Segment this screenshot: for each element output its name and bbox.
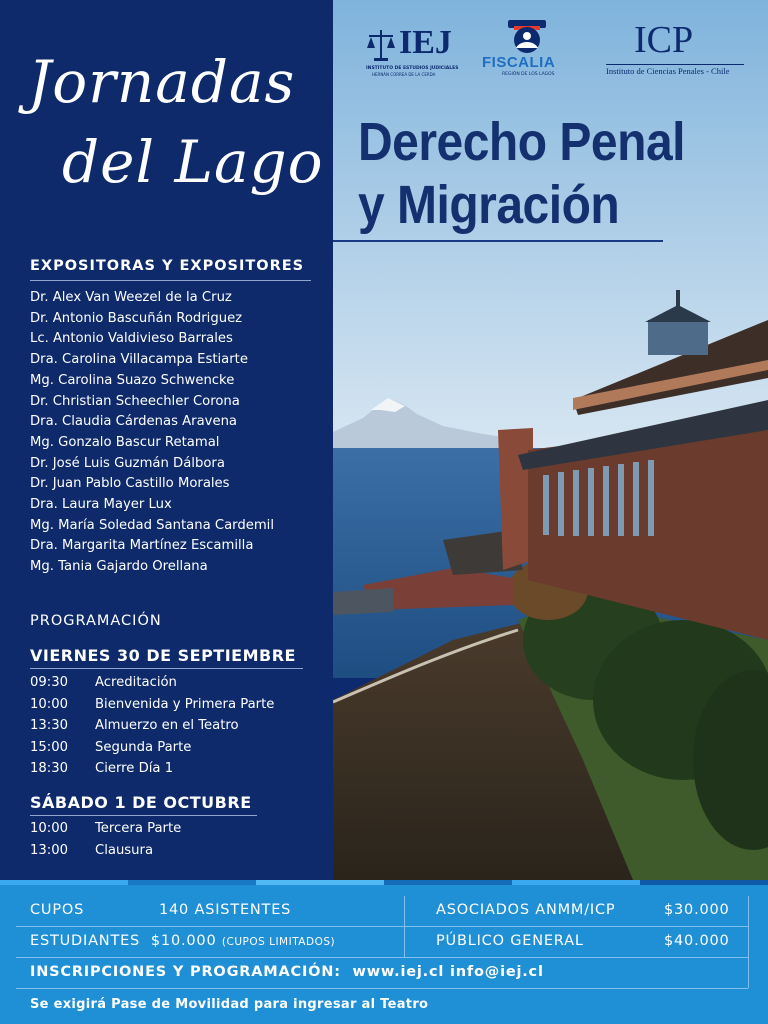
schedule-time: 15:00	[30, 739, 69, 755]
fiscalia-logo-text: FISCALIA	[482, 54, 556, 71]
schedule-time: 09:30	[30, 675, 69, 690]
speaker-item: Dr. Christian Scheechler Corona	[30, 393, 240, 409]
speaker-item: Dr. José Luis Guzmán Dálbora	[30, 455, 225, 471]
day2-label: SÁBADO 1 DE OCTUBRE	[30, 793, 252, 812]
day2-schedule	[30, 818, 181, 861]
footer-column-divider	[404, 896, 405, 957]
schedule-activity: Almuerzo en el Teatro	[95, 718, 239, 734]
inscripciones-label: INSCRIPCIONES Y PROGRAMACIÓN:	[30, 964, 341, 980]
estudiantes-row	[30, 933, 335, 949]
iej-logo-subtitle: INSTITUTO DE ESTUDIOS JUDICIALES	[366, 66, 459, 71]
footer-divider	[16, 926, 748, 927]
schedule-activity: Acreditación	[95, 675, 177, 690]
schedule-row	[30, 818, 181, 840]
schedule-row	[30, 715, 274, 737]
schedule-activity: Segunda Parte	[95, 739, 192, 755]
speakers-list	[30, 288, 274, 578]
cupos-value: 140 ASISTENTES	[159, 902, 292, 918]
footer-stripe	[384, 880, 512, 885]
schedule-time: 13:00	[30, 842, 69, 858]
footer-stripe	[640, 880, 768, 885]
fiscalia-emblem-icon	[494, 18, 560, 56]
email-link[interactable]: info@iej.cl	[450, 964, 544, 980]
asociados-label: ASOCIADOS ANMM/ICP	[436, 902, 616, 918]
speakers-heading: EXPOSITORAS Y EXPOSITORES	[30, 258, 305, 274]
icp-logo-subtitle: Instituto de Ciencias Penales - Chile	[606, 66, 730, 76]
footer-stripe	[128, 880, 256, 885]
speaker-item: Mg. Gonzalo Bascur Retamal	[30, 434, 220, 450]
logo-bar	[360, 18, 760, 98]
asociados-price: $30.000	[664, 902, 730, 918]
event-title-line1: Derecho Penal	[358, 113, 685, 173]
footer-divider	[16, 988, 748, 989]
day1-schedule	[30, 672, 274, 780]
fiscalia-logo-subtitle: REGIÓN DE LOS LAGOS	[502, 72, 555, 77]
speaker-item: Dra. Claudia Cárdenas Aravena	[30, 414, 238, 430]
speaker-item: Dra. Carolina Villacampa Estiarte	[30, 352, 248, 368]
event-script-line2: del Lago	[62, 128, 324, 196]
speaker-item: Mg. Tania Gajardo Orellana	[30, 559, 208, 575]
scales-of-justice-icon	[366, 28, 396, 62]
footer-column-divider	[748, 896, 749, 988]
estudiantes-label: ESTUDIANTES	[30, 933, 141, 949]
schedule-activity: Clausura	[95, 842, 154, 858]
schedule-time: 13:30	[30, 718, 69, 734]
speaker-item: Dr. Antonio Bascuñán Rodriguez	[30, 310, 243, 326]
footer-stripe	[0, 880, 128, 885]
schedule-row	[30, 672, 274, 694]
speaker-item: Dr. Alex Van Weezel de la Cruz	[30, 290, 232, 305]
iej-logo-subtitle2: HERNÁN CORREA DE LA CERDA	[372, 72, 436, 77]
footer-stripe	[256, 880, 384, 885]
day1-label: VIERNES 30 DE SEPTIEMBRE	[30, 646, 296, 665]
mobility-pass-notice: Se exigirá Pase de Movilidad para ingresar al Teatro	[30, 997, 429, 1012]
schedule-activity: Cierre Día 1	[95, 761, 174, 777]
estudiantes-note: (CUPOS LIMITADOS)	[221, 936, 336, 948]
day2-underline	[30, 815, 257, 816]
schedule-row	[30, 758, 274, 780]
cupos-label: CUPOS	[30, 902, 85, 918]
iej-logo-text: IEJ	[399, 24, 452, 61]
icp-logo-text: ICP	[634, 19, 694, 61]
speaker-item: Mg. María Soledad Santana Cardemil	[30, 517, 275, 533]
event-title-line2: y Migración	[358, 175, 620, 236]
schedule-row	[30, 737, 274, 759]
publico-label: PÚBLICO GENERAL	[436, 933, 584, 949]
estudiantes-price: $10.000	[150, 933, 217, 949]
day1-underline	[30, 668, 303, 669]
speaker-item: Dr. Juan Pablo Castillo Morales	[30, 476, 230, 492]
title-underline	[333, 240, 663, 242]
event-title	[358, 112, 685, 237]
schedule-activity: Bienvenida y Primera Parte	[95, 696, 275, 712]
program-heading: PROGRAMACIÓN	[30, 613, 162, 629]
speaker-item: Mg. Carolina Suazo Schwencke	[30, 372, 235, 388]
footer-stripe	[512, 880, 640, 885]
schedule-row	[30, 840, 181, 862]
website-link[interactable]: www.iej.cl	[352, 964, 445, 980]
left-panel	[0, 0, 333, 880]
speaker-item: Dra. Margarita Martínez Escamilla	[30, 538, 254, 554]
speakers-heading-underline	[30, 280, 311, 281]
schedule-time: 10:00	[30, 696, 69, 712]
speaker-item: Dra. Laura Mayer Lux	[30, 497, 172, 513]
footer-divider	[16, 957, 748, 958]
schedule-row	[30, 694, 274, 716]
speaker-item: Lc. Antonio Valdivieso Barrales	[30, 331, 233, 347]
inscripciones-row	[30, 964, 544, 980]
event-script-line1: Jornadas	[28, 48, 296, 116]
schedule-time: 10:00	[30, 821, 69, 836]
schedule-time: 18:30	[30, 761, 69, 777]
publico-price: $40.000	[664, 933, 730, 949]
schedule-activity: Tercera Parte	[95, 821, 182, 836]
